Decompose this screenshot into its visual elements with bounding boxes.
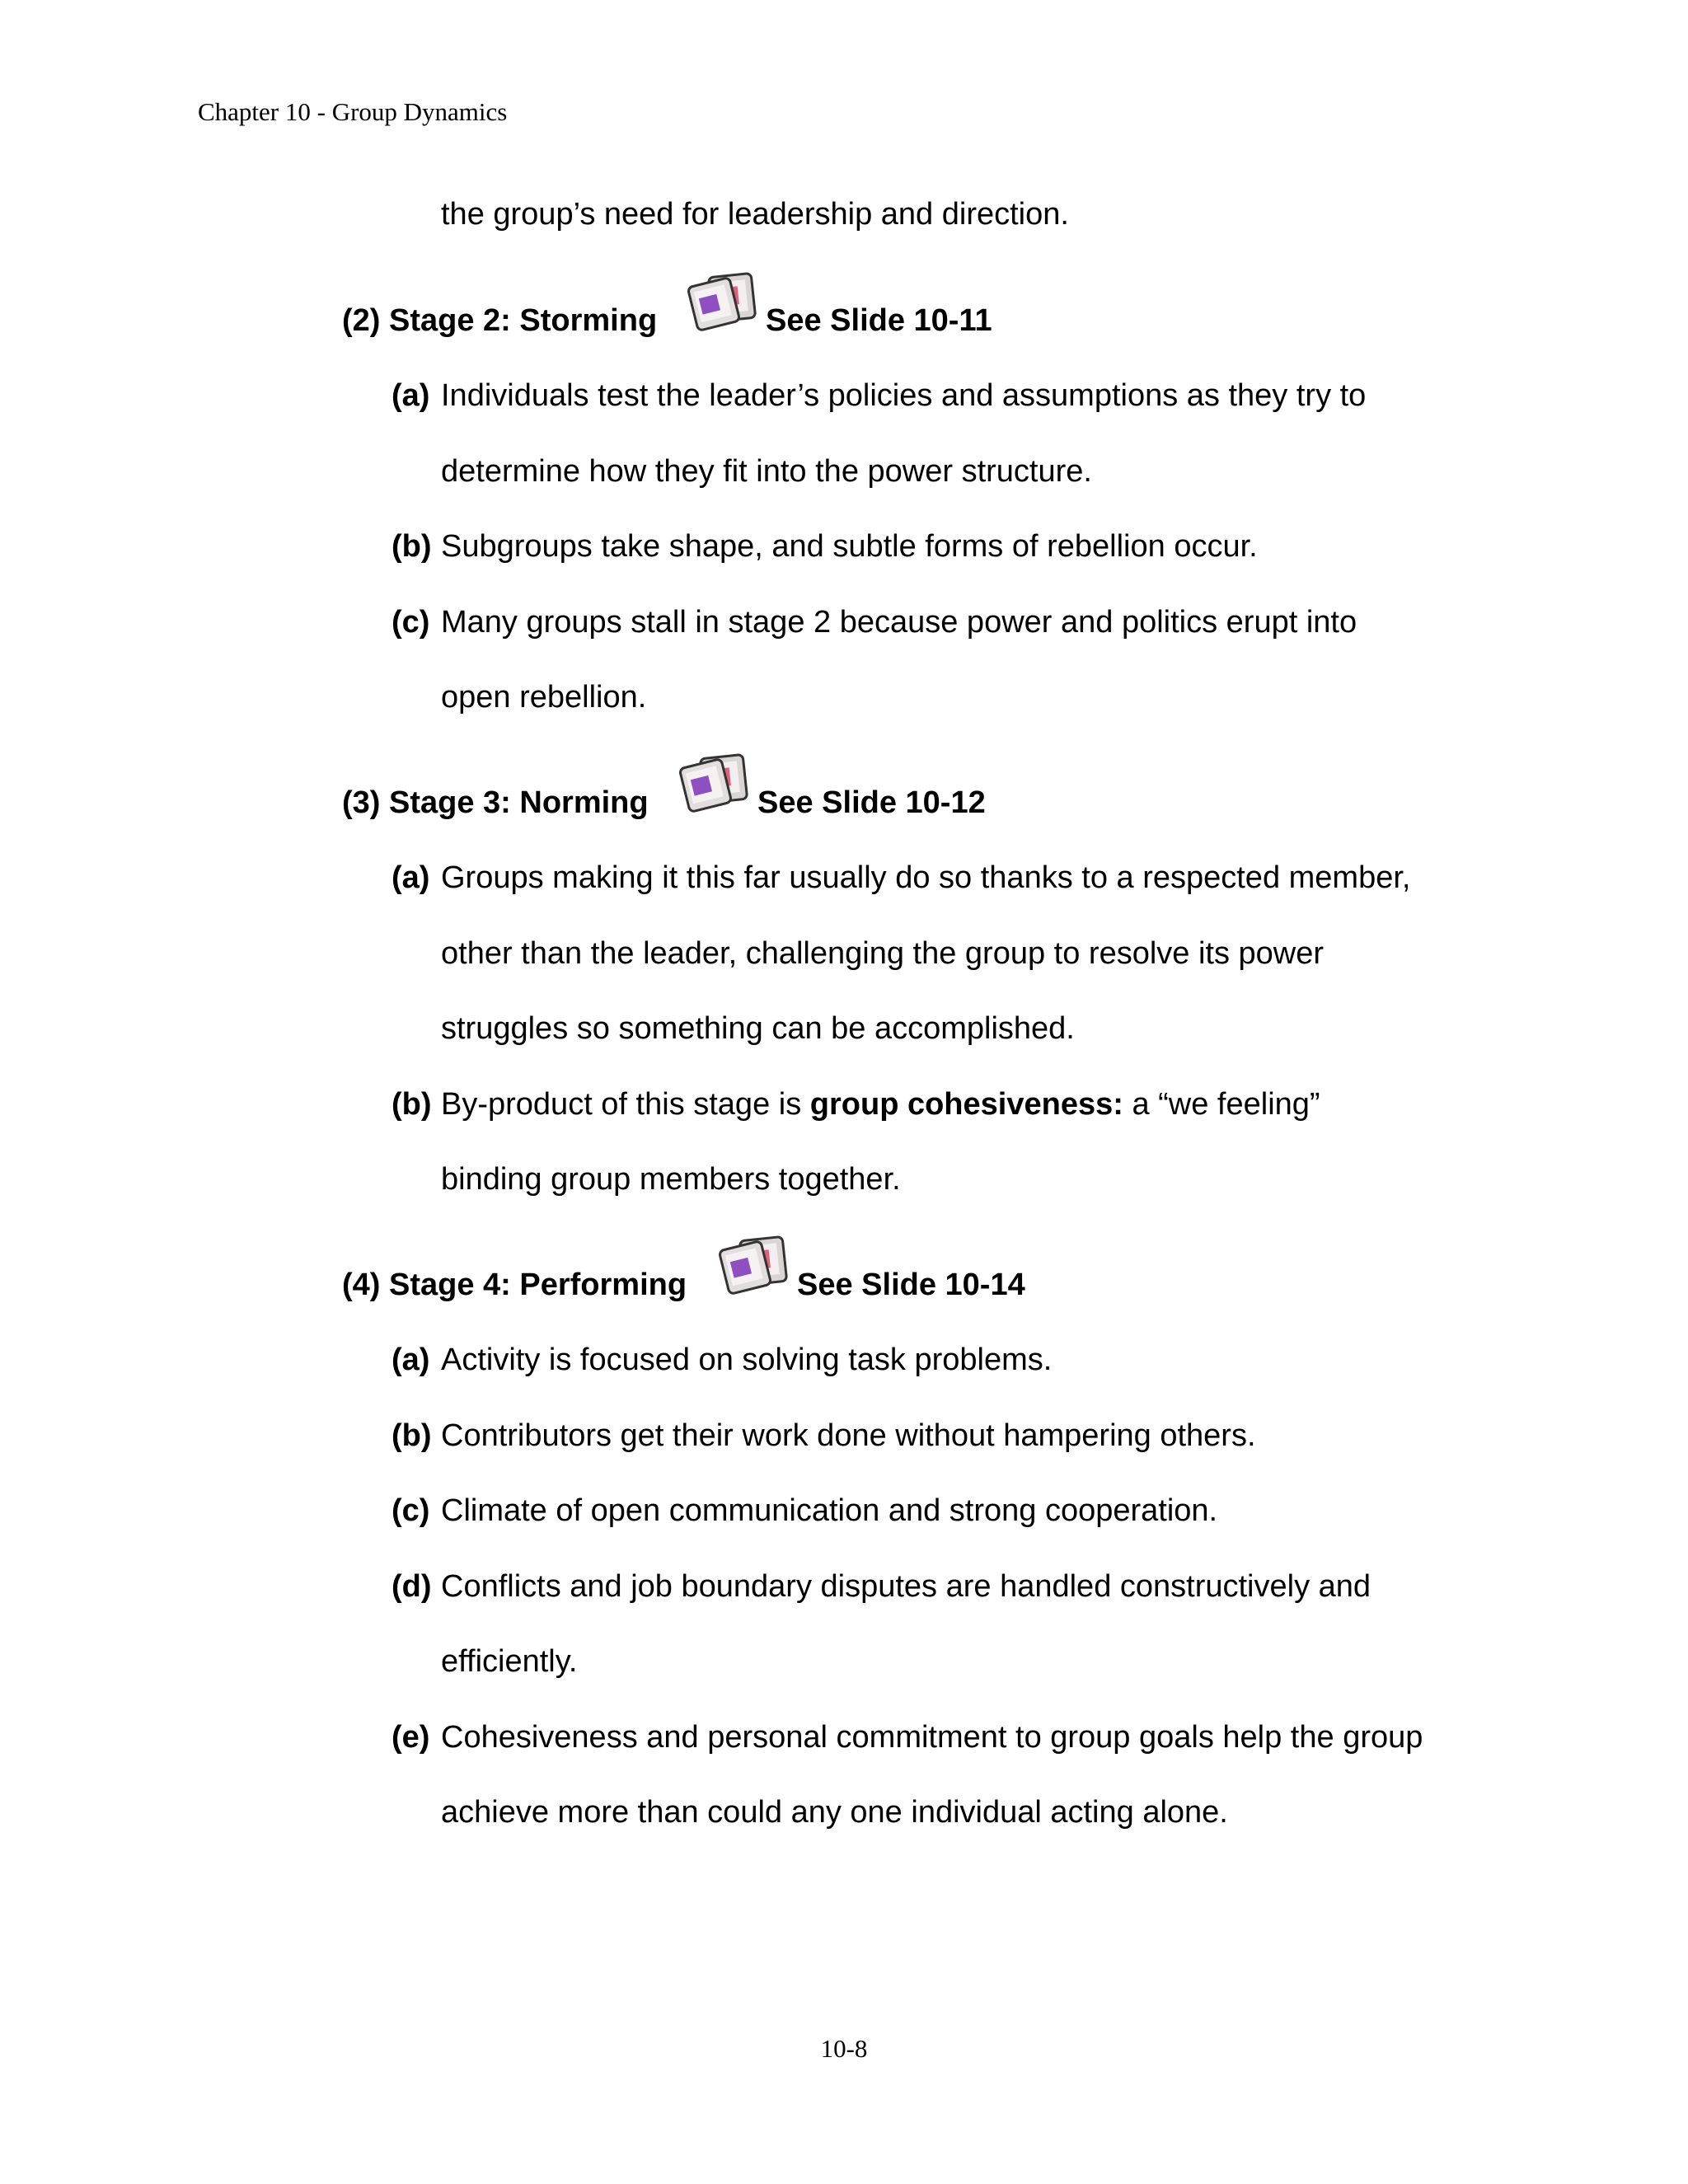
stage-4-slide-ref: See Slide 10-14 [797,1268,1025,1302]
item-line: Conflicts and job boundary disputes are handled constructively and [441,1569,1372,1604]
item-line: efficiently. [441,1644,578,1679]
item-line: Many groups stall in stage 2 because power and politics erupt into [441,605,1357,640]
item-marker: (b) [392,1087,432,1122]
item-marker: (e) [392,1720,430,1755]
item-line: Climate of open communication and strong cooperation. [441,1493,1218,1528]
item-line: Activity is focused on solving task problems. [441,1343,1053,1377]
item-line: achieve more than could any one individual acting alone. [441,1795,1228,1830]
item-lead-text: By-product of this stage is [441,1087,810,1122]
running-head: Chapter 10 - Group Dynamics [198,97,508,126]
item-line: struggles so something can be accomplished. [441,1011,1075,1046]
continuation-text: the group’s need for leadership and direction. [441,197,1069,232]
item-marker: (d) [392,1569,432,1604]
item-marker: (c) [392,1493,430,1528]
stage-4-heading: (4) Stage 4: Performing [342,1268,687,1302]
item-line: open rebellion. [441,680,647,715]
item-line: binding group members together. [441,1162,901,1197]
item-marker: (c) [392,605,430,640]
slide-icon [678,752,753,818]
page-number: 10-8 [820,2034,868,2063]
item-line: Cohesiveness and personal commitment to group goals help the group [441,1720,1423,1755]
item-line: Individuals test the leader’s policies and assumptions as they try to [441,378,1367,413]
stage-2-slide-ref: See Slide 10-11 [766,303,992,338]
item-marker: (a) [392,1343,430,1377]
item-line: Groups making it this far usually do so thanks to a respected member, [441,860,1411,895]
item-line: determine how they fit into the power structure. [441,454,1092,489]
item-line-mixed [441,1086,1320,1122]
stage-2-heading: (2) Stage 2: Storming [342,303,658,338]
item-marker: (b) [392,1418,432,1453]
item-marker: (a) [392,378,430,413]
stage-3-slide-ref: See Slide 10-12 [757,785,986,820]
item-marker: (b) [392,529,432,564]
stage-3-heading: (3) Stage 3: Norming [342,785,649,820]
item-tail-text: a “we feeling” [1123,1087,1320,1122]
slide-icon [686,270,762,336]
slide-icon [717,1234,793,1300]
item-line: Contributors get their work done without hampering others. [441,1418,1256,1453]
item-line: Subgroups take shape, and subtle forms of rebellion occur. [441,529,1258,564]
glossary-term: group cohesiveness: [809,1087,1123,1122]
item-line: other than the leader, challenging the group to resolve its power [441,936,1325,971]
item-marker: (a) [392,860,430,895]
